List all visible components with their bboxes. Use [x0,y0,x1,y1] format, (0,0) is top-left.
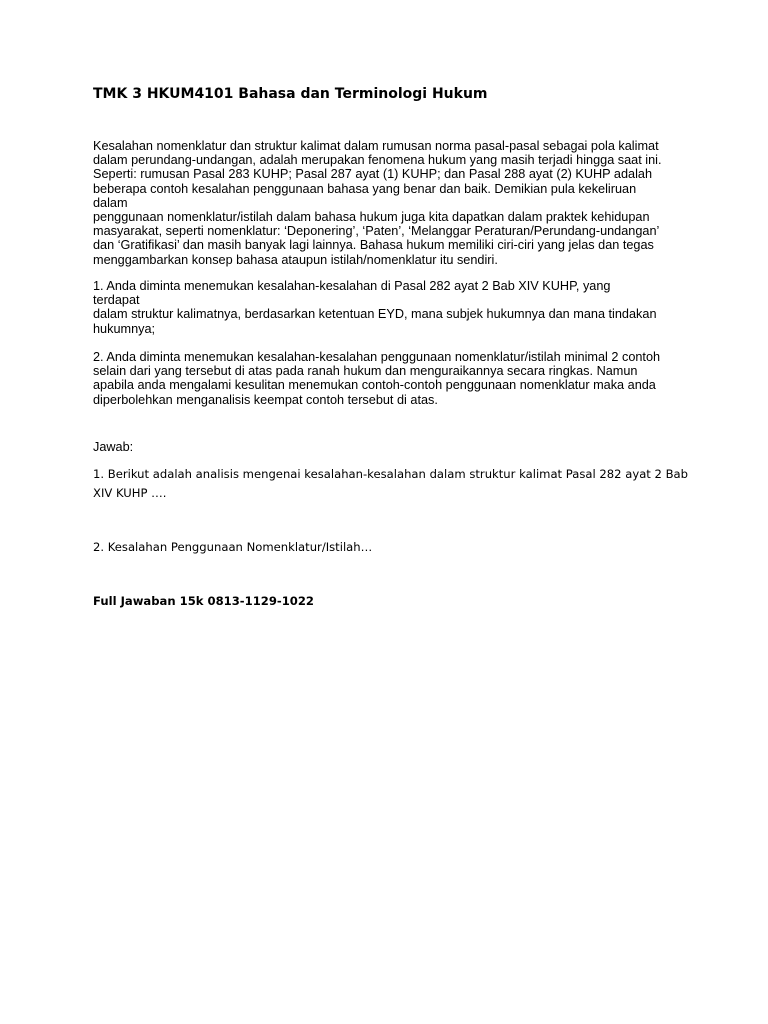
intro-line: beberapa contoh kesalahan penggunaan bahasa yang benar dan baik. Demikian pula kekeliruan [93,181,637,196]
question-2-line: 2. Anda diminta menemukan kesalahan-kesalahan penggunaan nomenklatur/istilah minimal 2 contoh [93,350,661,364]
answer-1 [93,465,693,503]
question-1-line: hukumnya; [93,321,156,336]
intro-line: menggambarkan konsep bahasa ataupun istilah/nomenklatur itu sendiri. [93,252,498,267]
answer-1-line: XIV KUHP …. [93,486,167,500]
intro-line: dan ‘Gratifikasi’ dan masih banyak lagi lainnya. Bahasa hukum memiliki ciri-ciri yang jelas dan tegas [93,238,654,253]
intro-paragraph [93,139,683,267]
intro-line: dalam [93,195,128,210]
question-1 [93,279,683,336]
question-2-line: diperbolehkan menganalisis keempat contoh tersebut di atas. [93,392,438,407]
footer-note-text: Full Jawaban 15k 0813-1129-1022 [93,594,314,608]
question-2-line: apabila anda mengalami kesulitan menemukan contoh-contoh penggunaan nomenklatur maka anda [93,378,656,393]
answer-2 [93,538,693,557]
answer-2-line: 2. Kesalahan Penggunaan Nomenklatur/Istilah… [93,540,373,554]
document-title: TMK 3 HKUM4101 Bahasa dan Terminologi Hukum [93,86,488,102]
question-1-line: dalam struktur kalimatnya, berdasarkan ketentuan EYD, mana subjek hukumnya dan mana tindakan [93,307,657,322]
footer-note [93,592,693,611]
intro-line: masyarakat, seperti nomenklatur: ‘Deponering’, ‘Paten’, ‘Melanggar Peraturan/Perundang-undangan’ [93,224,660,239]
answer-1-line: 1. Berikut adalah analisis mengenai kesalahan-kesalahan dalam struktur kalimat Pasal 282 ayat 2 Bab [93,467,689,481]
intro-line: Kesalahan nomenklatur dan struktur kalimat dalam rumusan norma pasal-pasal sebagai pola kalimat [93,139,659,153]
intro-line: penggunaan nomenklatur/istilah dalam bahasa hukum juga kita dapatkan dalam praktek kehidupan [93,210,650,225]
question-2-line: selain dari yang tersebut di atas pada ranah hukum dan menguraikannya secara ringkas. Namun [93,364,638,379]
question-2 [93,350,683,407]
intro-line: dalam perundang-undangan, adalah merupakan fenomena hukum yang masih terjadi hingga saat ini. [93,153,662,168]
intro-line: Seperti: rumusan Pasal 283 KUHP; Pasal 287 ayat (1) KUHP; dan Pasal 288 ayat (2) KUHP adalah [93,167,653,182]
jawab-label [93,440,683,454]
jawab-text: Jawab: [93,440,134,454]
question-1-line: terdapat [93,293,140,308]
question-1-line: 1. Anda diminta menemukan kesalahan-kesalahan di Pasal 282 ayat 2 Bab XIV KUHP, yang [93,279,611,293]
